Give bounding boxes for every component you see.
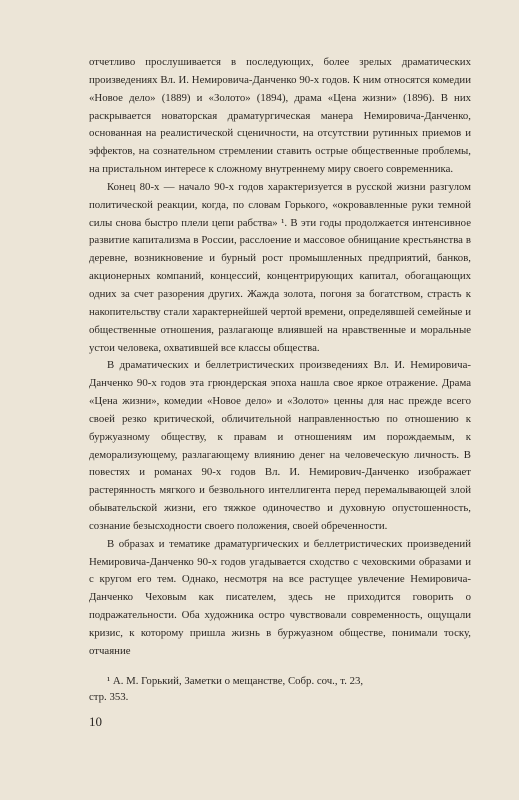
paragraph-4: В образах и тематике драматургических и беллетристических произведений Немировича-Данченко 90-х годов угадывается сходство с чеховскими образами и с кругом его тем. Однако, несмотря на все растущее увлечение Немировича-Данченко Чеховым как писателем, здесь не приходится говорить о подражательности. Оба художника остро чувствовали современность, ощущали кризис, к которому пришла жизнь в буржуазном обществе, понимали тоску, отчаяние <box>89 537 471 657</box>
footnote-line-1: ¹ А. М. Горький, Заметки о мещанстве, Собр. соч., т. 23, <box>107 675 364 687</box>
paragraph-2: Конец 80-х — начало 90-х годов характеризуется в русской жизни разгулом политической реакции, когда, по словам Горького, «окровавленные руки темной силы снова быстро плели цепи рабства» ¹. В эти годы продолжается интенсивное развитие капитализма в России, расслоение и массовое обнищание крестьянства в деревне, возникновение и бурный рост промышленных предприятий, банков, акционерных компаний, концессий, концентрирующих капитал, обогащающих одних за счет разорения других. Жажда золота, погоня за богатством, страсть к накопительству стали характернейшей чертой времени, определявшей семейные и общественные отношения, разлагающе влиявшей на нравственные и моральные устои человека, охватившей все классы общества. <box>89 180 471 354</box>
paragraph-1: отчетливо прослушивается в последующих, более зрелых драматических произведениях Вл. И. Немировича-Данченко 90-х годов. К ним относятся комедии «Новое дело» (1889) и «Золото» (1894), драма «Цена жизни» (1896). В них раскрывается новаторская драматургическая манера Немировича-Данченко, основанная на реалистической сценичности, на отсутствии рутинных приемов и эффектов, на сознательном стремлении ставить острые общественные проблемы, на пристальном интересе к сложному внутреннему миру своего современника. <box>89 56 471 176</box>
footnote <box>89 673 471 705</box>
footnote-line-2: стр. 353. <box>89 691 129 703</box>
body-text <box>89 54 471 661</box>
page-number: 10 <box>89 714 102 729</box>
paragraph-3: В драматических и беллетристических произведениях Вл. И. Немировича-Данченко 90-х годов эта грюндерская эпоха нашла свое яркое отражение. Драма «Цена жизни», комедии «Новое дело» и «Золото» ценны для нас прежде всего своей резко критической, обличительной направленностью по отношению к буржуазному обществу, к правам и отношениям им порождаемым, к деморализующему, разлагающему влиянию денег на человеческую личность. В повестях и романах 90-х годов Вл. И. Немирович-Данченко изображает растерянность мягкого и безвольного интеллигента перед перемалывающей злой обывательской жизни, его тяжкое одиночество и духовную опустошенность, сознание безысходности своего положения, своей обреченности. <box>89 359 471 532</box>
